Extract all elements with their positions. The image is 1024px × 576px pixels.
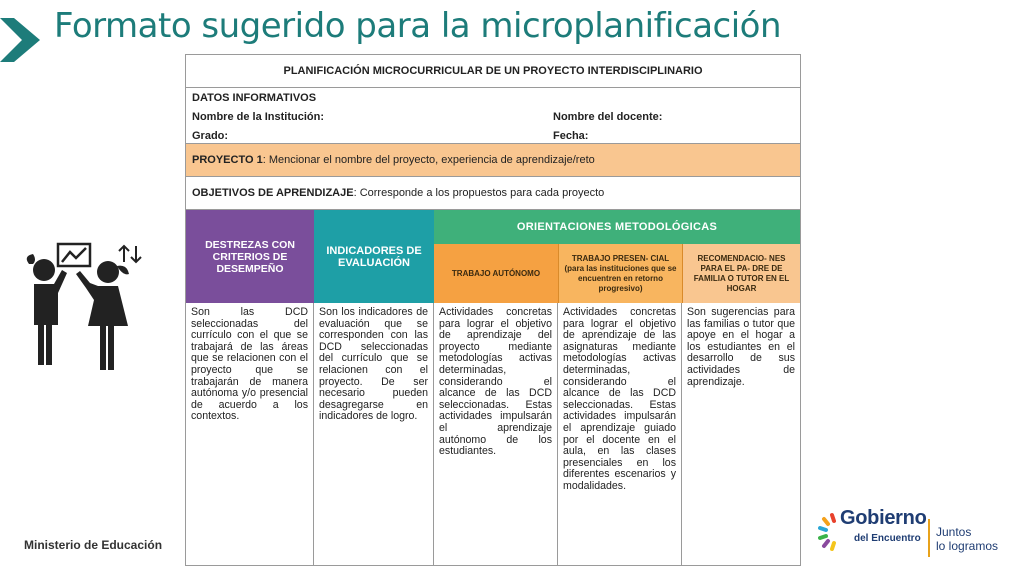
objetivos-row: OBJETIVOS DE APRENDIZAJE: Corresponde a los propuestos para cada proyecto xyxy=(186,177,800,210)
logo-word-encuentro: del Encuentro xyxy=(854,533,921,544)
docente-label: Nombre del docente: xyxy=(553,111,663,123)
datos-header: DATOS INFORMATIVOS xyxy=(192,92,317,104)
people-chart-icon xyxy=(18,238,152,374)
logo-separator xyxy=(928,519,930,557)
form-title: PLANIFICACIÓN MICROCURRICULAR DE UN PROYECTO INTERDISCIPLINARIO xyxy=(186,55,800,88)
header-trabajo-autonomo: TRABAJO AUTÓNOMO xyxy=(434,244,558,303)
up-down-arrows-icon xyxy=(119,246,141,262)
datos-informativos xyxy=(186,88,800,144)
planning-form xyxy=(185,54,801,566)
institucion-label: Nombre de la Institución: xyxy=(192,111,325,123)
fecha-label: Fecha: xyxy=(553,130,589,142)
header-orientaciones: ORIENTACIONES METODOLÓGICAS xyxy=(434,210,800,244)
ministry-name: Ministerio de Educación xyxy=(24,538,163,552)
cell-recomendaciones: Son sugerencias para las familias o tutor que apoye en el hogar a los estudiantes en el desarrollo de sus actividades de aprendizaje. xyxy=(687,306,795,388)
cell-trabajo-autonomo: Actividades concretas para lograr el objetivo de aprendizaje del proyecto mediante metodologías activas determinadas, considerando el alcance de las DCD seleccionadas. Estas actividades impulsarán el aprendizaje autónomo de los estudiantes. xyxy=(434,303,558,566)
grado-label: Grado: xyxy=(192,130,229,142)
header-recomendaciones: RECOMENDACIO- NES PARA EL PA- DRE DE FAMILIA O TUTOR EN EL HOGAR xyxy=(682,244,800,303)
government-logo xyxy=(818,505,1018,565)
proyecto-row: PROYECTO 1: Mencionar el nombre del proyecto, experiencia de aprendizaje/reto xyxy=(186,144,800,177)
cell-destrezas: Son las DCD seleccionadas del currículo con el que se trabajará de las áreas que se relacionen con el proyecto que se trabajarán de manera autónoma y/o presencial de acuerdo a los contextos. xyxy=(186,303,314,566)
slide-title: Formato sugerido para la microplanificación xyxy=(54,6,782,46)
cell-trabajo-presencial: Actividades concretas para lograr el objetivo de aprendizaje de las asignaturas mediante metodologías activas determinadas, considerando el alcance de las DCD seleccionadas. Estas actividades impulsarán el aprendizaje guiado por el docente en el aula, en las clases presenciales en los diferentes escenarios y modalidades. xyxy=(558,303,682,566)
chevron-right-icon xyxy=(0,14,40,66)
logo-tagline: Juntos lo logramos xyxy=(936,525,999,553)
header-indicadores: INDICADORES DE EVALUACIÓN xyxy=(314,210,434,303)
cell-indicadores: Son los indicadores de evaluación que se corresponden con las DCD seleccionadas del currículo que se relacionen con el proyecto. De ser necesario pueden desagregarse en indicadores de logro. xyxy=(314,303,434,566)
header-trabajo-presencial: TRABAJO PRESEN- CIAL (para las instituciones que se encuentren en retorno progresivo) xyxy=(558,244,682,303)
logo-word-gobierno: Gobierno xyxy=(840,507,927,529)
header-destrezas: DESTREZAS CON CRITERIOS DE DESEMPEÑO xyxy=(186,210,314,303)
